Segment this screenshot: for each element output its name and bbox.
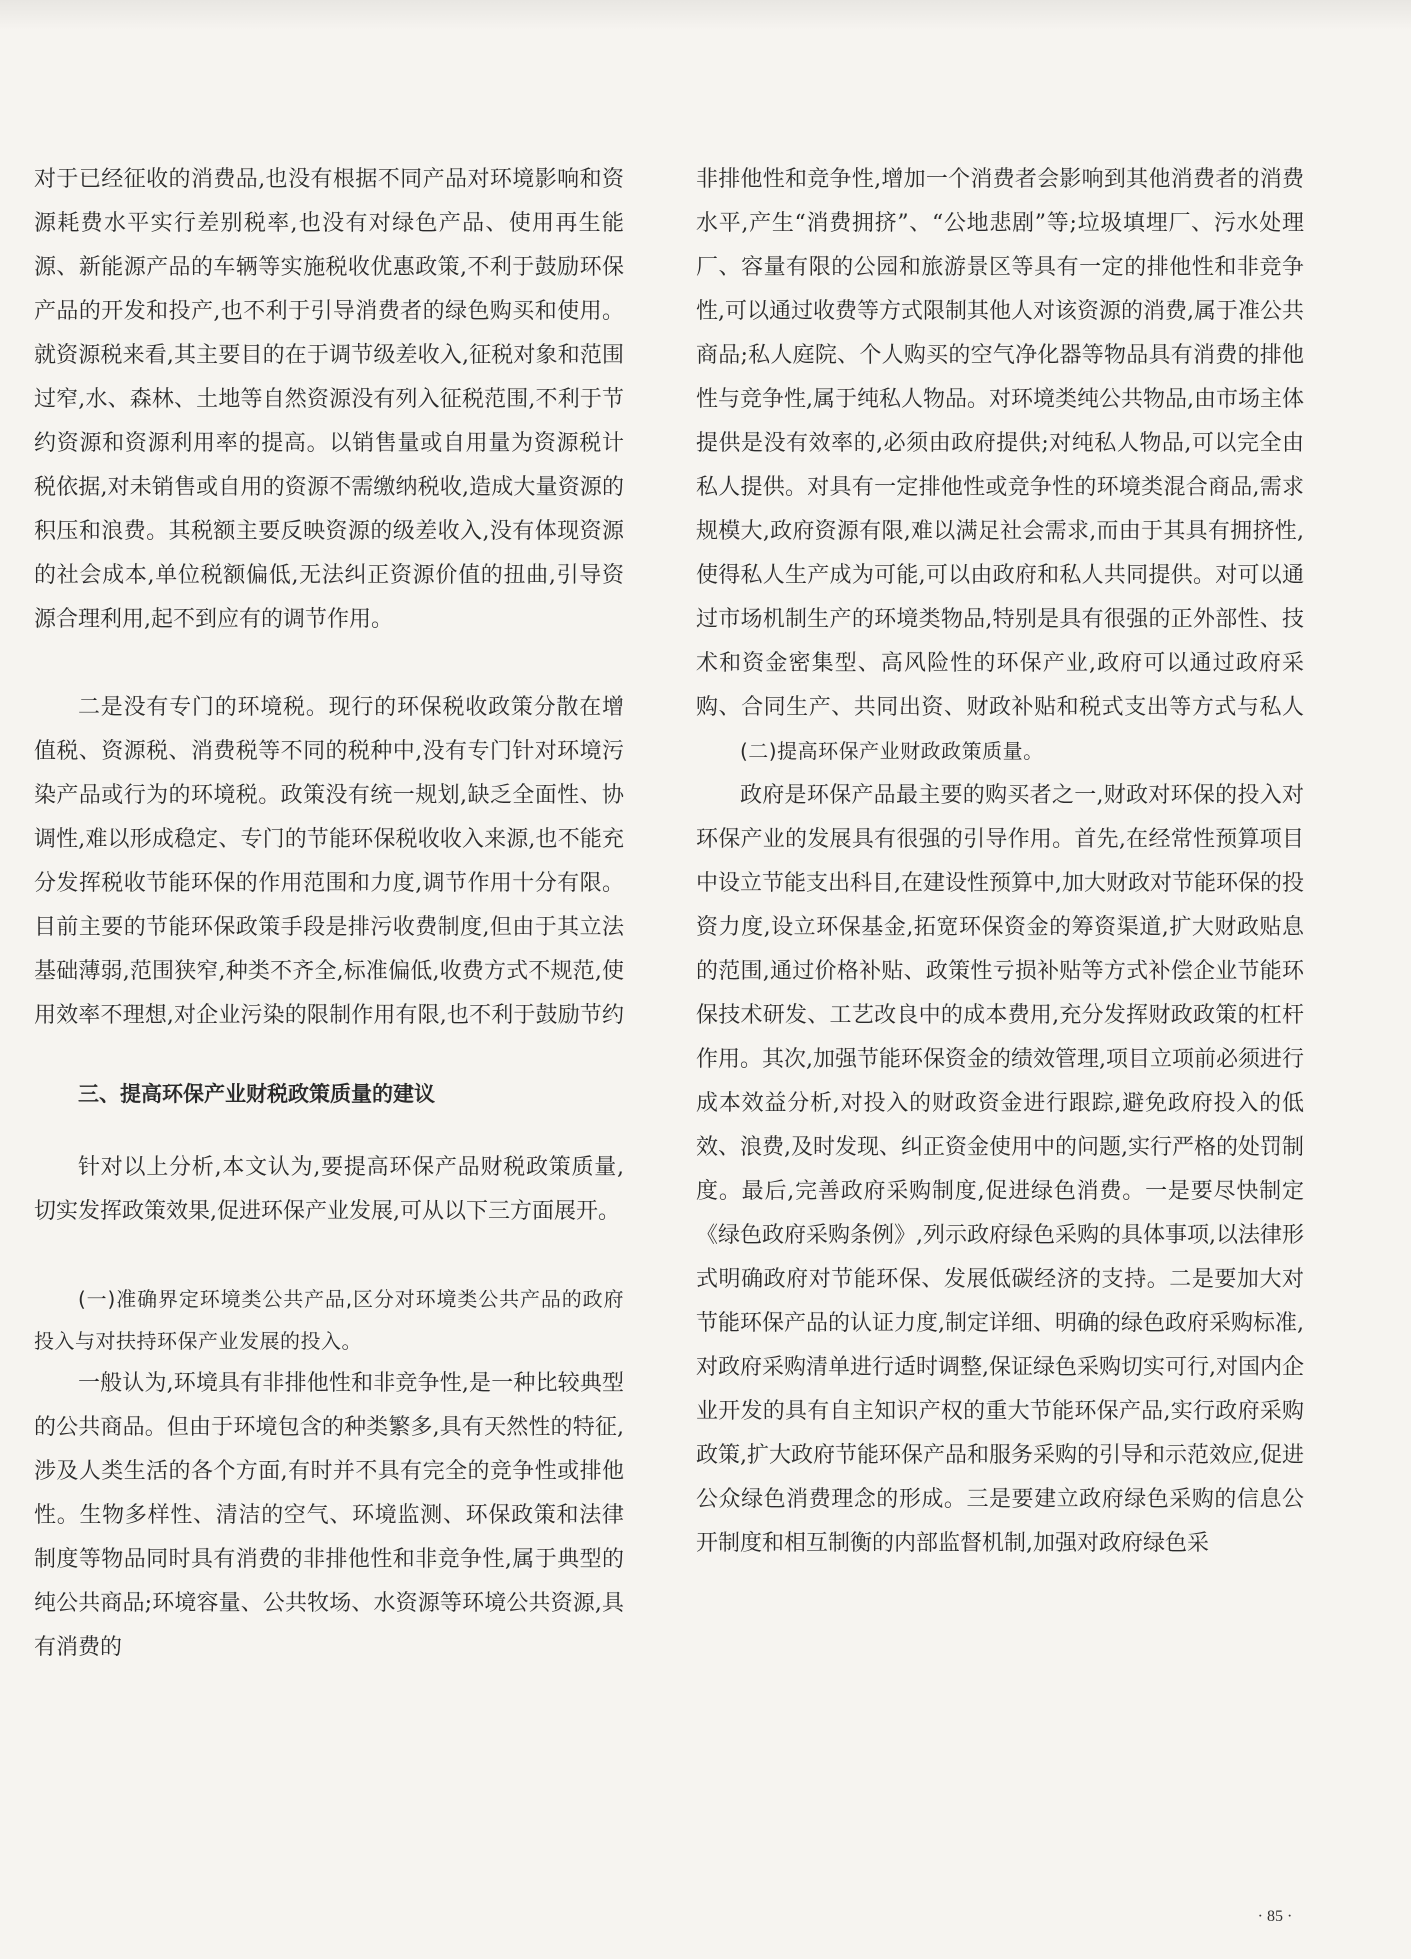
subheading-1: (一)准确界定环境类公共产品,区分对环境类公共产品的政府投入与对扶持环保产业发展的投入。 (34, 1287, 624, 1353)
body-paragraph-3: 针对以上分析,本文认为,要提高环保产品财税政策质量,切实发挥政策效果,促进环保产业发展,可从以下三方面展开。 (34, 1155, 624, 1224)
body-paragraph-2: 二是没有专门的环境税。现行的环保税收政策分散在增值税、资源税、消费税等不同的税种中,没有专门针对环境污染产品或行为的环境税。政策没有统一规划,缺乏全面性、协调性,难以形成稳定、专门的节能环保税收收入来源,也不能充分发挥税收节能环保的作用范围和力度,调节作用十分有限。目前主要的节能环保政策手段是排污收费制度,但由于其立法基础薄弱,范围狭窄,种类不齐全,标准偏低,收费方式不规范,使用效率不理想,对企业污染的限制作用有限,也不利于鼓励节约 (34, 695, 624, 1028)
body-paragraph-4: 一般认为,环境具有非排他性和非竞争性,是一种比较典型的公共商品。但由于环境包含的种类繁多,具有天然性的特征,涉及人类生活的各个方面,有时并不具有完全的竞争性或排他性。生物多样性、清洁的空气、环境监测、环保政策和法律制度等物品同时具有消费的非排他性和非竞争性,属于典型的纯公共商品;环境容量、公共牧场、水资源等环境公共资源,具有消费的 (34, 1371, 624, 1660)
scan-edge-shadow (0, 0, 1411, 30)
subheading-2: (二)提高环保产业财政政策质量。 (740, 739, 1044, 763)
body-paragraph-6: 政府是环保产品最主要的购买者之一,财政对环保的投入对环保产业的发展具有很强的引导作用。首先,在经常性预算项目中设立节能支出科目,在建设性预算中,加大财政对节能环保的投资力度,设立环保基金,拓宽环保资金的筹资渠道,扩大财政贴息的范围,通过价格补贴、政策性亏损补贴等方式补偿企业节能环保技术研发、工艺改良中的成本费用,充分发挥财政政策的杠杆作用。其次,加强节能环保资金的绩效管理,项目立项前必须进行成本效益分析,对投入的财政资金进行跟踪,避免政府投入的低效、浪费,及时发现、纠正资金使用中的问题,实行严格的处罚制度。最后,完善政府采购制度,促进绿色消费。一是要尽快制定《绿色政府采购条例》,列示政府绿色采购的具体事项,以法律形式明确政府对节能环保、发展低碳经济的支持。二是要加大对节能环保产品的认证力度,制定详细、明确的绿色政府采购标准,对政府采购清单进行适时调整,保证绿色采购切实可行,对国内企业开发的具有自主知识产权的重大节能环保产品,实行政府采购政策,扩大政府节能环保产品和服务采购的引导和示范效应,促进公众绿色消费理念的形成。三是要建立政府绿色采购的信息公开制度和相互制衡的内部监督机制,加强对政府绿色采 (696, 783, 1304, 1556)
page-number: · 85 · (1257, 1908, 1293, 1925)
body-paragraph-5: 非排他性和竞争性,增加一个消费者会影响到其他消费者的消费水平,产生“消费拥挤”、“公地悲剧”等;垃圾填埋厂、污水处理厂、容量有限的公园和旅游景区等具有一定的排他性和非竞争性,可以通过收费等方式限制其他人对该资源的消费,属于准公共商品;私人庭院、个人购买的空气净化器等物品具有消费的排他性与竞争性,属于纯私人物品。对环境类纯公共物品,由市场主体提供是没有效率的,必须由政府提供;对纯私人物品,可以完全由私人提供。对具有一定排他性或竞争性的环境类混合商品,需求规模大,政府资源有限,难以满足社会需求,而由于其具有拥挤性,使得私人生产成为可能,可以由政府和私人共同提供。对可以通过市场机制生产的环境类物品,特别是具有很强的正外部性、技术和资金密集型、高风险性的环保产业,政府可以通过政府采购、合同生产、共同出资、财政补贴和税式支出等方式与私人 (696, 167, 1304, 720)
body-paragraph-1: 对于已经征收的消费品,也没有根据不同产品对环境影响和资源耗费水平实行差别税率,也没有对绿色产品、使用再生能源、新能源产品的车辆等实施税收优惠政策,不利于鼓励环保产品的开发和投产,也不利于引导消费者的绿色购买和使用。就资源税来看,其主要目的在于调节级差收入,征税对象和范围过窄,水、森林、土地等自然资源没有列入征税范围,不利于节约资源和资源利用率的提高。以销售量或自用量为资源税计税依据,对未销售或自用的资源不需缴纳税收,造成大量资源的积压和浪费。其税额主要反映资源的级差收入,没有体现资源的社会成本,单位税额偏低,无法纠正资源价值的扭曲,引导资源合理利用,起不到应有的调节作用。 (34, 167, 624, 632)
left-column (34, 158, 624, 1714)
section-heading: 三、提高环保产业财税政策质量的建议 (78, 1082, 435, 1106)
right-column (696, 158, 1304, 1830)
